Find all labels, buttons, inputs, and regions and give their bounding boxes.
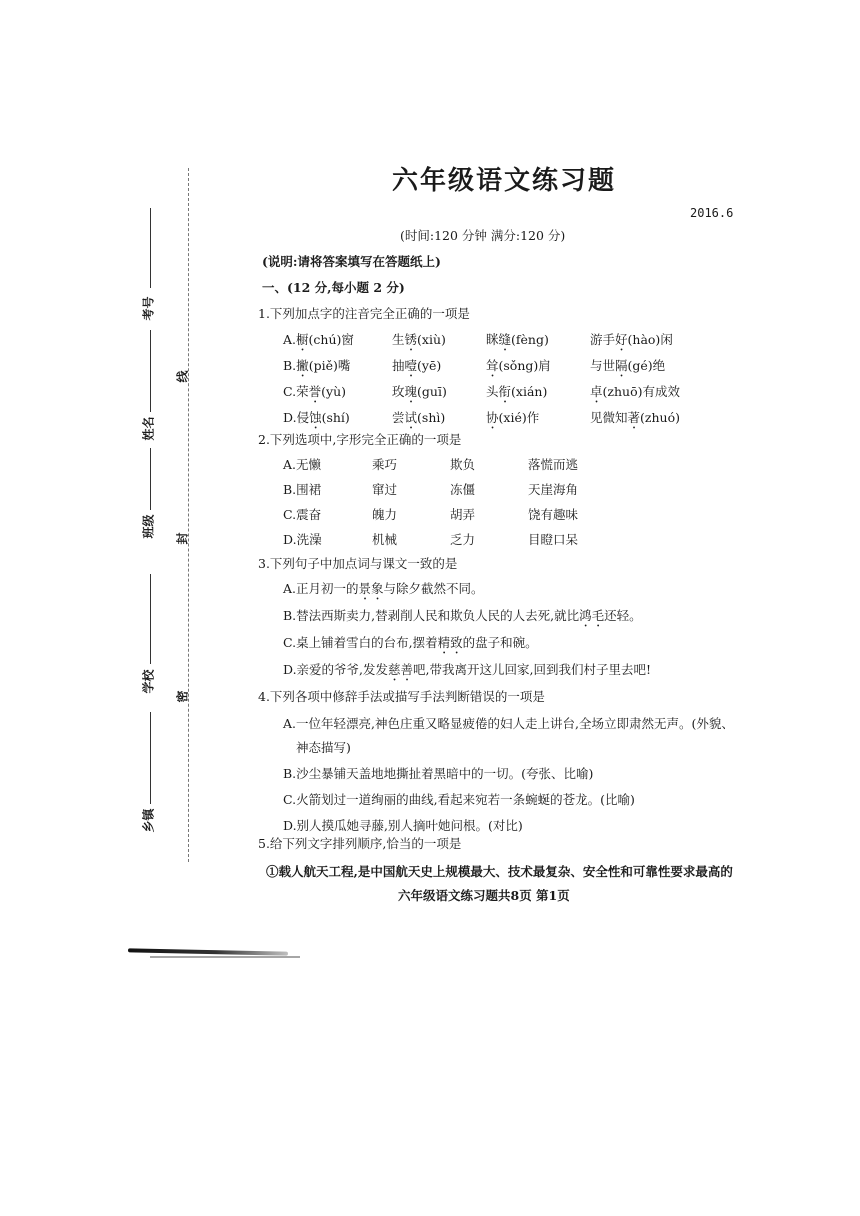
page-footer: 六年级语文练习题共8页 第1页 xyxy=(398,888,570,903)
q1-option-a-word-2 xyxy=(392,330,446,354)
q1-word-part: (guī) xyxy=(417,384,447,399)
q1-dotted-char: 锈 xyxy=(404,332,418,347)
q1-option-d-word-1 xyxy=(283,408,350,432)
question-2-stem: 2.下列选项中,字形完全正确的一项是 xyxy=(258,432,462,447)
q2-option-c-word-3 xyxy=(450,505,475,523)
question-3-option-a xyxy=(283,579,484,603)
q1-word-part: (zhuó) xyxy=(640,410,680,425)
q1-option-c-word-1 xyxy=(283,382,346,406)
q2-word: 机械 xyxy=(372,532,398,547)
xiangzhen-label: 乡镇 xyxy=(141,808,156,833)
q1-dotted-char: 蚀 xyxy=(309,410,322,425)
q3c-dotted-word: 精致 xyxy=(437,635,463,650)
banji-label: 班级 xyxy=(141,514,156,539)
section-one-heading: 一、(12 分,每小题 2 分) xyxy=(262,280,405,295)
question-3-option-c xyxy=(283,633,538,657)
banji-blank-line xyxy=(150,448,151,510)
q1-dotted-char: 耸 xyxy=(486,358,499,373)
q1-dotted-char: 好 xyxy=(615,332,628,347)
question-5-stem: 5.给下列文字排列顺序,恰当的一项是 xyxy=(258,836,462,851)
q1-word-part: 见微知 xyxy=(590,410,628,425)
xiangzhen-blank-line xyxy=(150,712,151,804)
q2-option-c-word-4 xyxy=(528,505,578,523)
question-3-option-d xyxy=(283,660,651,684)
q2-word: 欺负 xyxy=(450,457,476,472)
question-5-line-1: ①载人航天工程,是中国航天史上规模最大、技术最复杂、安全性和可靠性要求最高的 xyxy=(266,864,733,879)
q1-word-part: 尝 xyxy=(392,410,405,425)
q1-dotted-char: 誉 xyxy=(308,384,322,399)
q2-word: 震奋 xyxy=(296,507,322,522)
q1-dotted-char: 著 xyxy=(627,410,641,425)
q2-word: 落慌而逃 xyxy=(528,457,579,472)
question-4-option-b: B.沙尘暴铺天盖地地撕扯着黑暗中的一切。(夸张、比喻) xyxy=(283,766,594,781)
q1-option-a-word-3 xyxy=(486,330,549,354)
kaohao-blank-line xyxy=(150,208,151,288)
q2-word: 围裙 xyxy=(296,482,322,497)
time-info: (时间:120 分钟 满分:120 分) xyxy=(400,228,566,243)
q1-word-part: (hào)闲 xyxy=(627,332,673,347)
q2-word: 目瞪口呆 xyxy=(528,532,579,547)
q1-word-part: 生 xyxy=(392,332,405,347)
q1-option-c-word-2 xyxy=(392,382,447,406)
q2-option-b-word-4 xyxy=(528,480,578,498)
seal-char-xian: 线 xyxy=(175,370,190,383)
q1-dotted-char: 撇 xyxy=(296,358,309,373)
q2-word: 乘巧 xyxy=(372,457,398,472)
q1-dotted-char: 隔 xyxy=(615,358,628,373)
q3c-pre: C.桌上铺着雪白的台布,摆着 xyxy=(283,635,438,650)
question-4-option-a-cont: 神态描写) xyxy=(296,740,351,755)
q1-word-part: (xiù) xyxy=(417,332,446,347)
q1-option-b-word-2 xyxy=(392,356,441,380)
q1-word-part: (shí) xyxy=(321,410,350,425)
q2-option-d-word-1 xyxy=(283,530,322,548)
binding-dashed-line xyxy=(188,168,189,862)
q3d-post: 吧,带我离开这儿回家,回到我们村子里去吧! xyxy=(413,662,652,677)
q1-word-part: (yù) xyxy=(321,384,346,399)
q1-dotted-char: 橱 xyxy=(296,332,309,347)
q1-word-part: (gé)绝 xyxy=(627,358,666,373)
q2-word: 冻僵 xyxy=(450,482,476,497)
kaohao-label: 考号 xyxy=(141,296,156,321)
q1-option-a-word-1 xyxy=(283,330,354,354)
q1-word-part: (xián) xyxy=(511,384,548,399)
q1-word-part: (sǒng)肩 xyxy=(498,358,551,373)
q1-option-d-word-4 xyxy=(590,408,680,432)
q3d-dotted-word: 慈善 xyxy=(388,662,414,677)
q2-word: 饶有趣味 xyxy=(528,507,579,522)
q2-option-label: D. xyxy=(283,532,297,547)
q1-option-label: D. xyxy=(283,410,297,425)
q1-word-part: 头 xyxy=(486,384,499,399)
question-4-option-d: D.别人摸瓜她寻藤,别人摘叶她问根。(对比) xyxy=(283,818,523,833)
q2-option-d-word-2 xyxy=(372,530,397,548)
q1-option-d-word-2 xyxy=(392,408,445,432)
q1-dotted-char: 瑰 xyxy=(404,384,418,399)
exam-date: 2016.6 xyxy=(690,206,734,220)
q3c-post: 的盘子和碗。 xyxy=(462,635,538,650)
q2-word: 天崖海角 xyxy=(528,482,579,497)
q3b-pre: B.替法西斯卖力,替剥削人民和欺负人民的人去死,就比 xyxy=(283,608,580,623)
question-1-stem: 1.下列加点字的注音完全正确的一项是 xyxy=(258,306,470,321)
question-3-stem: 3.下列句子中加点词与课文一致的是 xyxy=(258,556,458,571)
q1-word-part: 侵 xyxy=(296,410,310,425)
q2-option-c-word-2 xyxy=(372,505,397,523)
q1-word-part: (yē) xyxy=(417,358,442,373)
q1-word-part: (fèng) xyxy=(511,332,549,347)
q3d-pre: D.亲爱的爷爷,发发 xyxy=(283,662,389,677)
q1-option-label: A. xyxy=(283,332,297,347)
q1-option-label: B. xyxy=(283,358,297,373)
q1-option-b-word-1 xyxy=(283,356,350,380)
q1-option-a-word-4 xyxy=(590,330,673,354)
page-title: 六年级语文练习题 xyxy=(392,166,617,196)
xuexiao-label: 学校 xyxy=(141,669,156,694)
instructions-note: (说明:请将答案填写在答题纸上) xyxy=(262,254,441,269)
seal-char-mi: 密 xyxy=(175,690,190,703)
q1-dotted-char: 衔 xyxy=(498,384,512,399)
q3a-dotted-word: 景象 xyxy=(358,581,384,596)
q2-option-label: C. xyxy=(283,507,297,522)
q2-word: 胡弄 xyxy=(450,507,476,522)
question-4-stem: 4.下列各项中修辞手法或描写手法判断错误的一项是 xyxy=(258,689,545,704)
q1-option-c-word-4 xyxy=(590,382,680,406)
q2-word: 窜过 xyxy=(372,482,398,497)
q1-word-part: 眯 xyxy=(486,332,499,347)
q3b-dotted-word: 鸿毛 xyxy=(579,608,605,623)
q2-option-a-word-1 xyxy=(283,455,321,473)
q1-option-b-word-4 xyxy=(590,356,665,380)
q1-word-part: (chú)窗 xyxy=(308,332,354,347)
q2-option-b-word-3 xyxy=(450,480,475,498)
q1-option-d-word-3 xyxy=(486,408,539,432)
q1-dotted-char: 卓 xyxy=(590,384,603,399)
q2-option-d-word-4 xyxy=(528,530,578,548)
q2-word: 乏力 xyxy=(450,532,476,547)
question-4-option-a: A.一位年轻漂亮,神色庄重又略显疲倦的妇人走上讲台,全场立即肃然无声。(外貌、 xyxy=(283,716,734,731)
q2-option-label: B. xyxy=(283,482,297,497)
xingming-blank-line xyxy=(150,330,151,412)
q2-option-b-word-2 xyxy=(372,480,397,498)
q2-option-label: A. xyxy=(283,457,297,472)
q2-word: 洗澡 xyxy=(296,532,322,547)
q3a-pre: A.正月初一的 xyxy=(283,581,359,596)
xingming-label: 姓名 xyxy=(141,416,156,441)
q1-dotted-char: 缝 xyxy=(498,332,512,347)
q2-option-c-word-1 xyxy=(283,505,321,523)
q1-word-part: (shì) xyxy=(417,410,446,425)
q2-word: 魄力 xyxy=(372,507,398,522)
q1-word-part: (piě)嘴 xyxy=(308,358,351,373)
q2-option-a-word-4 xyxy=(528,455,578,473)
question-3-option-b xyxy=(283,606,642,630)
q1-word-part: 荣 xyxy=(296,384,309,399)
scan-smear-shadow xyxy=(150,956,300,958)
q1-dotted-char: 试 xyxy=(404,410,418,425)
question-4-option-c: C.火箭划过一道绚丽的曲线,看起来宛若一条蜿蜒的苍龙。(比喻) xyxy=(283,792,635,807)
q1-option-c-word-3 xyxy=(486,382,547,406)
q1-option-label: C. xyxy=(283,384,297,399)
q1-word-part: (xié)作 xyxy=(498,410,540,425)
xuexiao-blank-line xyxy=(150,574,151,664)
q2-option-a-word-2 xyxy=(372,455,397,473)
q1-word-part: 抽 xyxy=(392,358,405,373)
q2-word: 无懒 xyxy=(296,457,322,472)
q1-option-b-word-3 xyxy=(486,356,551,380)
q1-word-part: (zhuō)有成效 xyxy=(602,384,680,399)
q3a-post: 与除夕截然不同。 xyxy=(383,581,484,596)
q1-word-part: 玫 xyxy=(392,384,405,399)
q1-dotted-char: 协 xyxy=(486,410,499,425)
q2-option-b-word-1 xyxy=(283,480,321,498)
q3b-post: 还轻。 xyxy=(604,608,642,623)
q1-word-part: 游手 xyxy=(590,332,616,347)
q2-option-d-word-3 xyxy=(450,530,475,548)
q1-dotted-char: 噎 xyxy=(404,358,418,373)
q2-option-a-word-3 xyxy=(450,455,475,473)
q1-word-part: 与世 xyxy=(590,358,616,373)
scan-smear xyxy=(128,948,288,955)
seal-char-feng: 封 xyxy=(175,532,190,545)
